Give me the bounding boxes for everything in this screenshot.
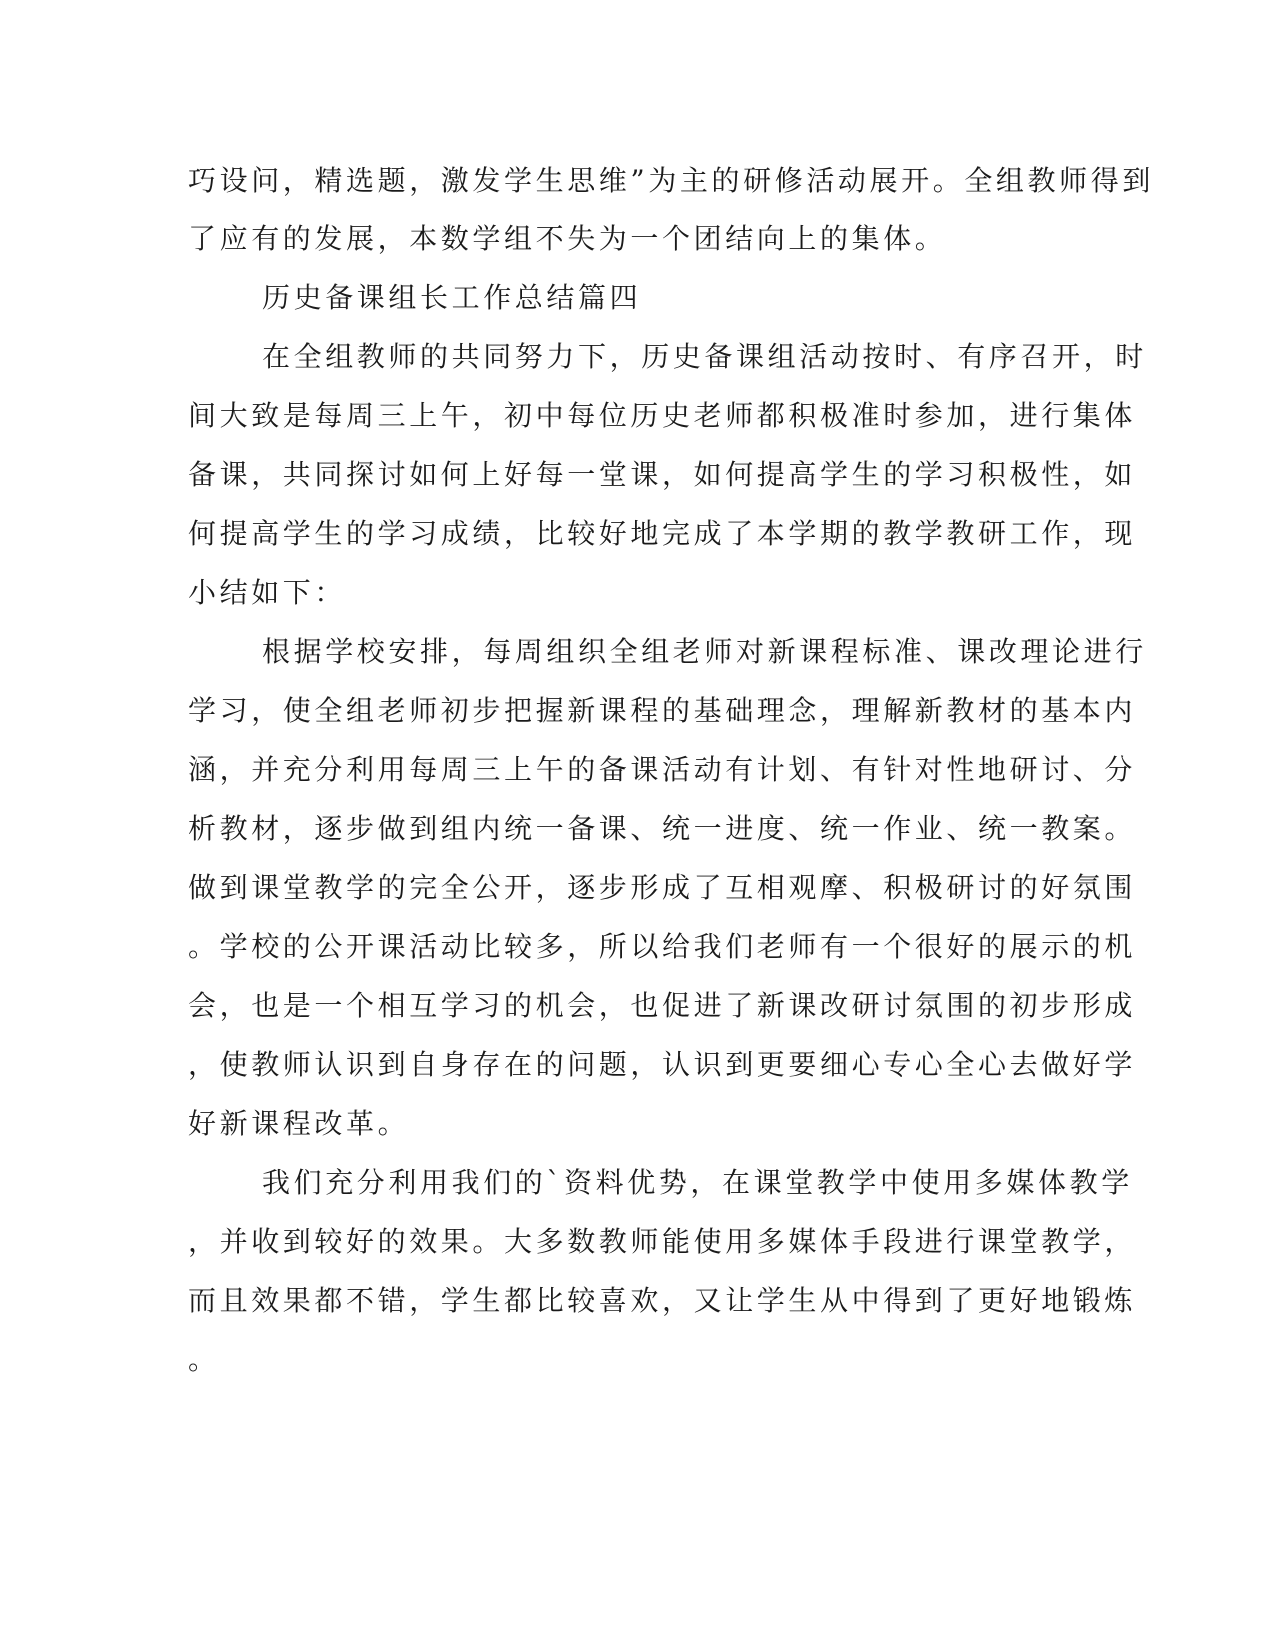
text-line: 学习，使全组老师初步把握新课程的基础理念，理解新教材的基本内 bbox=[188, 694, 1137, 727]
section-heading: 历史备课组长工作总结篇四 bbox=[262, 281, 642, 314]
text-line: 。 bbox=[188, 1343, 220, 1376]
text-line: ，并收到较好的效果。大多数教师能使用多媒体手段进行课堂教学， bbox=[188, 1225, 1137, 1258]
text-line: 间大致是每周三上午，初中每位历史老师都积极准时参加，进行集体 bbox=[188, 399, 1137, 432]
text-line: ，使教师认识到自身存在的问题，认识到更要细心专心全心去做好学 bbox=[188, 1048, 1137, 1081]
text-line: 小结如下： bbox=[188, 576, 347, 609]
text-line: 析教材，逐步做到组内统一备课、统一进度、统一作业、统一教案。 bbox=[188, 812, 1137, 845]
text-line: 好新课程改革。 bbox=[188, 1107, 410, 1140]
text-line: 涵，并充分利用每周三上午的备课活动有计划、有针对性地研讨、分 bbox=[188, 753, 1137, 786]
text-line: 巧设问，精选题，激发学生思维”为主的研修活动展开。全组教师得到 bbox=[188, 164, 1154, 197]
text-line: 会，也是一个相互学习的机会，也促进了新课改研讨氛围的初步形成 bbox=[188, 989, 1137, 1022]
text-line: 。学校的公开课活动比较多，所以给我们老师有一个很好的展示的机 bbox=[188, 930, 1137, 963]
text-line: 备课，共同探讨如何上好每一堂课，如何提高学生的学习积极性，如 bbox=[188, 458, 1137, 491]
text-line: 做到课堂教学的完全公开，逐步形成了互相观摩、积极研讨的好氛围 bbox=[188, 871, 1137, 904]
text-line: 根据学校安排，每周组织全组老师对新课程标准、课改理论进行 bbox=[262, 635, 1147, 668]
text-line: 了应有的发展，本数学组不失为一个团结向上的集体。 bbox=[188, 222, 947, 255]
text-line: 在全组教师的共同努力下，历史备课组活动按时、有序召开，时 bbox=[262, 340, 1147, 373]
text-line: 何提高学生的学习成绩，比较好地完成了本学期的教学教研工作，现 bbox=[188, 517, 1137, 550]
text-line: 我们充分利用我们的`资料优势，在课堂教学中使用多媒体教学 bbox=[262, 1166, 1133, 1199]
text-line: 而且效果都不错，学生都比较喜欢，又让学生从中得到了更好地锻炼 bbox=[188, 1284, 1137, 1317]
